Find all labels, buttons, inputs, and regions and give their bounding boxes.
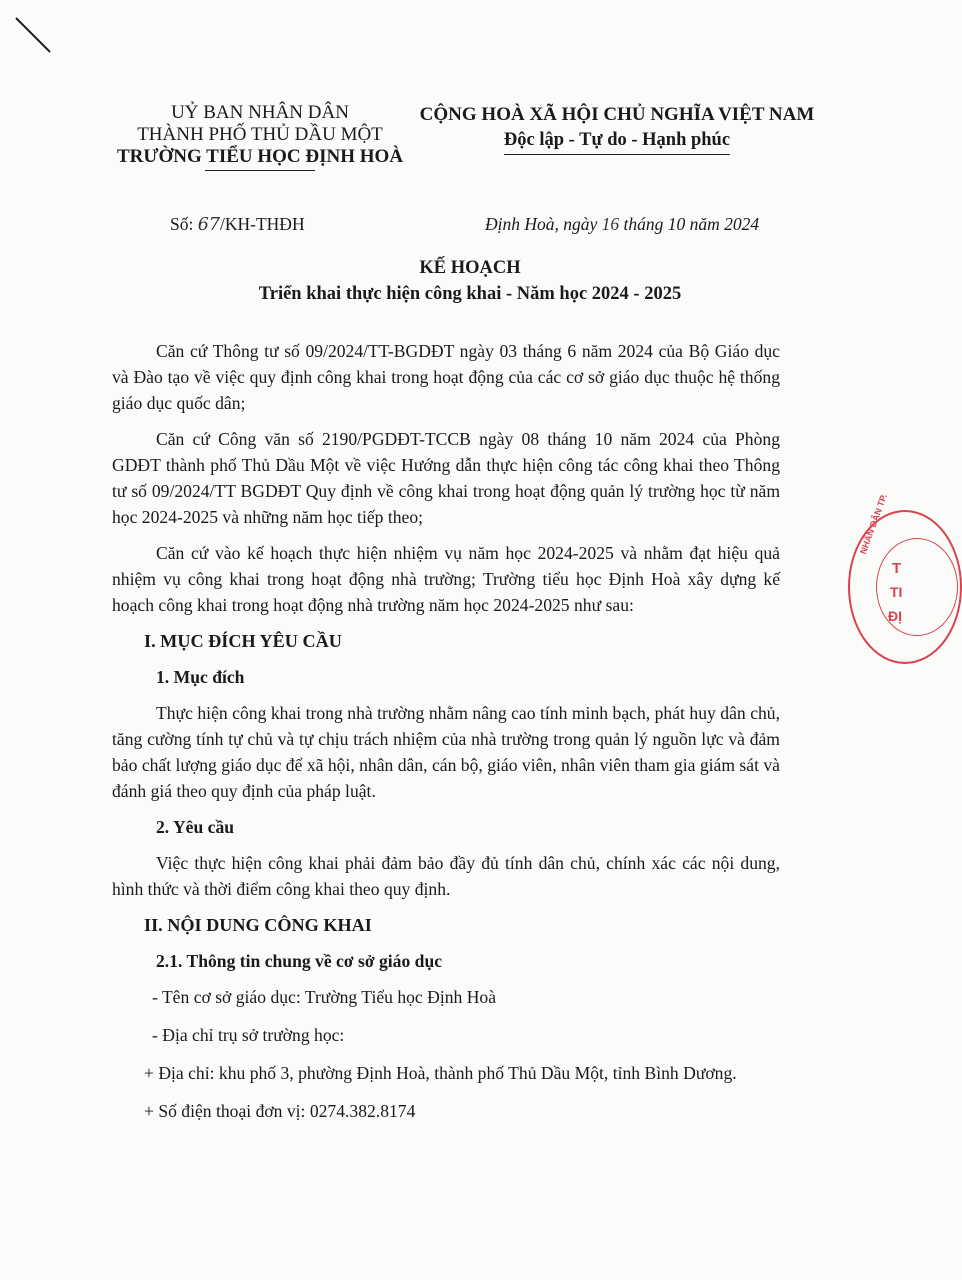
- section-1-heading: I. MỤC ĐÍCH YÊU CẦU: [144, 631, 342, 651]
- purpose-text: Thực hiện công khai trong nhà trường nhằm nâng cao tính minh bạch, phát huy dân chủ, tăng cường tính tự chủ và tự chịu trách nhiệm của nhà trường trong quản lý nguồn lực và đảm bảo chất lượng giáo dục để xã hội, nhân dân, cán bộ, giáo viên, nhân viên tham gia giám sát và đánh giá theo quy định của pháp luật.: [112, 703, 780, 801]
- country-name: CỘNG HOÀ XÃ HỘI CHỦ NGHĨA VIỆT NAM: [419, 104, 815, 125]
- handwritten-day: 16: [601, 214, 620, 234]
- subsection-requirements-heading: 2. Yêu cầu: [156, 817, 235, 837]
- stamp-text-1: T: [892, 560, 902, 577]
- address-detail: + Địa chỉ: khu phố 3, phường Định Hoà, thành phố Thủ Dầu Một, tỉnh Bình Dương.: [144, 1063, 737, 1083]
- motto-line: Độc lập - Tự do - Hạnh phúc: [504, 128, 730, 155]
- authority-line-2: THÀNH PHỐ THỦ DẦU MỘT: [137, 124, 383, 145]
- document-body: [112, 338, 780, 1136]
- national-motto: [412, 102, 822, 155]
- subsection-general-info-heading: 2.1. Thông tin chung về cơ sở giáo dục: [156, 951, 443, 971]
- handwritten-number: 67: [197, 215, 221, 235]
- authority-underline: [205, 170, 315, 171]
- document-subtitle: Triển khai thực hiện công khai - Năm học 2024 - 2025: [258, 284, 682, 304]
- section-2-heading: II. NỘI DUNG CÔNG KHAI: [144, 915, 372, 935]
- document-title: KẾ HOẠCH: [419, 258, 521, 278]
- subsection-purpose-heading: 1. Mục đích: [156, 667, 245, 687]
- document-number: Số: 67/KH-THĐH: [170, 214, 305, 235]
- school-name: TRƯỜNG TIỂU HỌC ĐỊNH HOÀ: [116, 146, 404, 167]
- list-item-school-name: - Tên cơ sở giáo dục: Trường Tiểu học Định Hoà: [152, 987, 497, 1007]
- phone-detail: + Số điện thoại đơn vị: 0274.382.8174: [144, 1101, 416, 1121]
- paragraph-basis-3: Căn cứ vào kế hoạch thực hiện nhiệm vụ năm học 2024-2025 và nhằm đạt hiệu quả nhiệm vụ công khai trong hoạt động nhà trường; Trường tiểu học Định Hoà xây dựng kế hoạch công khai trong hoạt động nhà trường năm học 2024-2025 như sau:: [112, 543, 780, 615]
- official-red-stamp: [848, 492, 962, 664]
- stamp-arc-text: NHÂN DÂN TP.: [858, 492, 890, 556]
- paragraph-basis-1: Căn cứ Thông tư số 09/2024/TT-BGDĐT ngày 03 tháng 6 năm 2024 của Bộ Giáo dục và Đào tạo về việc quy định công khai trong hoạt động của các cơ sở giáo dục thuộc hệ thống giáo dục quốc dân;: [112, 341, 780, 413]
- authority-line-1: UỶ BAN NHÂN DÂN: [171, 102, 349, 123]
- requirements-text: Việc thực hiện công khai phải đảm bảo đầy đủ tính dân chủ, chính xác các nội dung, hình thức và thời điểm công khai theo quy định.: [112, 853, 780, 899]
- paragraph-basis-2: Căn cứ Công văn số 2190/PGDĐT-TCCB ngày 08 tháng 10 năm 2024 của Phòng GDĐT thành phố Thủ Dầu Một về việc Hướng dẫn thực hiện công tác công khai theo Thông tư số 09/2024/TT BGDĐT Quy định về công khai trong hoạt động quản lý trường học từ năm học 2024-2025 và những năm học tiếp theo;: [112, 429, 780, 527]
- stamp-text-2: TI: [890, 584, 903, 600]
- place-date: Định Hoà, ngày 16 tháng 10 năm 2024: [485, 214, 760, 234]
- pen-stroke-mark: [12, 14, 52, 54]
- issuing-authority: [100, 102, 420, 171]
- stamp-text-3: ĐỊ: [888, 608, 902, 624]
- list-item-address-label: - Địa chỉ trụ sở trường học:: [152, 1025, 345, 1045]
